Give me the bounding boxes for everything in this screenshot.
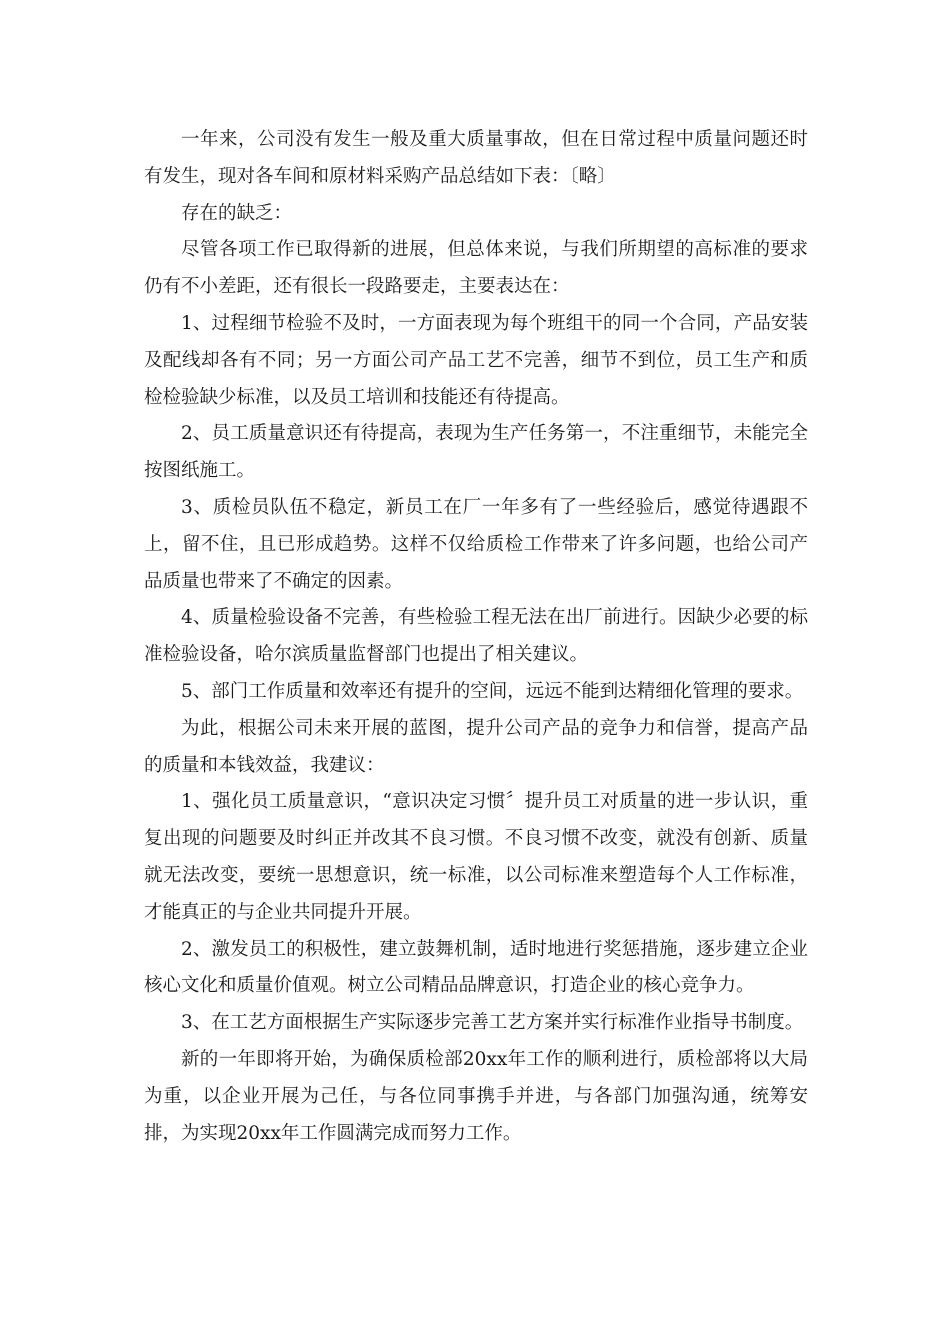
document-body (144, 122, 808, 1152)
paragraph-shortcoming-5: 5、部门工作质量和效率还有提升的空间，远远不能到达精细化管理的要求。 (181, 680, 804, 702)
paragraph-summary-intro: 一年来，公司没有发生一般及重大质量事故，但在日常过程中质量问题还时有发生，现对各车间和原材料采购产品总结如下表：〔略〕 (144, 129, 808, 187)
paragraph-suggestion-2: 2、激发员工的积极性，建立鼓舞机制，适时地进行奖惩措施，逐步建立企业核心文化和质量价值观。树立公司精品品牌意识，打造企业的核心竞争力。 (144, 938, 808, 997)
paragraph-shortcomings-heading: 存在的缺乏： (181, 202, 293, 224)
paragraph-suggestion-3: 3、在工艺方面根据生产实际逐步完善工艺方案并实行标准作业指导书制度。 (181, 1012, 804, 1034)
paragraph-shortcoming-3: 3、质检员队伍不稳定，新员工在厂一年多有了一些经验后，感觉待遇跟不上，留不住，且已形成趋势。这样不仅给质检工作带来了许多问题，也给公司产品质量也带来了不确定的因素。 (144, 496, 808, 592)
paragraph-shortcoming-4: 4、质量检验设备不完善，有些检验工程无法在出厂前进行。因缺少必要的标准检验设备，哈尔滨质量监督部门也提出了相关建议。 (144, 607, 808, 666)
paragraph-suggestions-intro: 为此，根据公司未来开展的蓝图，提升公司产品的竞争力和信誉，提高产品的质量和本钱效益，我建议： (144, 717, 808, 776)
paragraph-suggestion-1: 1、强化员工质量意识，“意识决定习惯〞提升员工对质量的进一步认识，重复出现的问题要及时纠正并改其不良习惯。不良习惯不改变，就没有创新、质量就无法改变，要统一思想意识，统一标准，以公司标准来塑造每个人工作标准，才能真正的与企业共同提升开展。 (144, 791, 808, 923)
paragraph-shortcomings-intro: 尽管各项工作已取得新的进展，但总体来说，与我们所期望的高标准的要求仍有不小差距，还有很长一段路要走，主要表达在： (144, 239, 808, 298)
paragraph-closing: 新的一年即将开始，为确保质检部20xx年工作的顺利进行，质检部将以大局为重，以企业开展为己任，与各位同事携手并进，与各部门加强沟通，统筹安排，为实现20xx年工作圆满完成而努力工作。 (144, 1048, 808, 1144)
paragraph-shortcoming-2: 2、员工质量意识还有待提高，表现为生产任务第一，不注重细节，未能完全按图纸施工。 (144, 423, 808, 482)
paragraph-shortcoming-1: 1、过程细节检验不及时，一方面表现为每个班组干的同一个合同，产品安装及配线却各有不同；另一方面公司产品工艺不完善，细节不到位，员工生产和质检检验缺少标准，以及员工培训和技能还有待提高。 (144, 312, 808, 408)
